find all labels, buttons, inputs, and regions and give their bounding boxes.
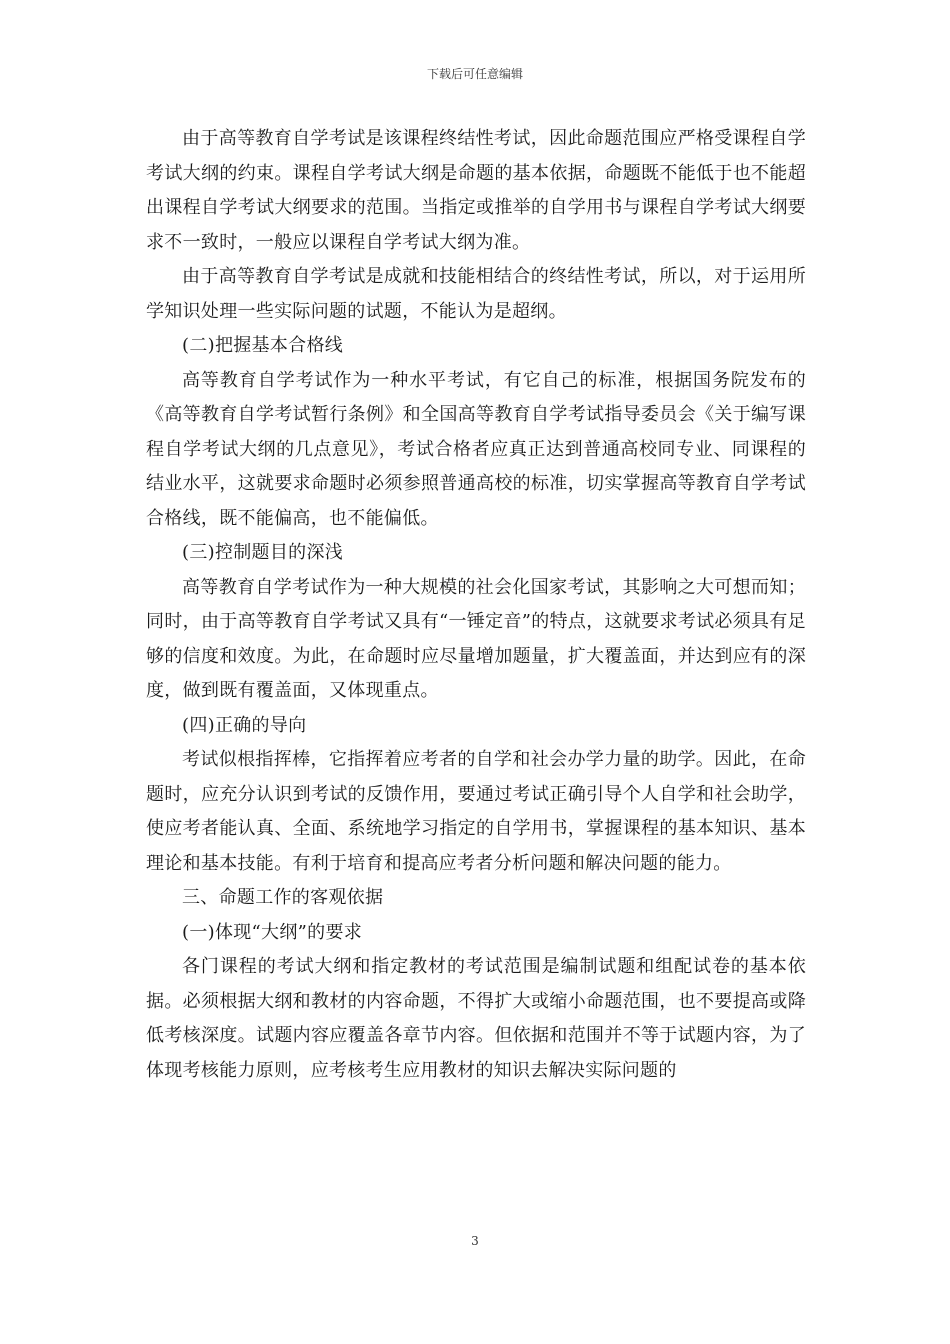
section-heading: (三)控制题目的深浅 [182,542,344,563]
section-heading: (四)正确的导向 [182,714,307,736]
page-header: 下载后可任意编辑 [426,67,523,81]
chapter-heading: 三、命题工作的客观依据 [182,887,384,908]
section-heading: (二)把握基本合格线 [182,335,344,356]
paragraph: 考试似根指挥棒，它指挥着应考者的自学和社会办学力量的助学。因此，在命题时，应充分认识到考试的反馈作用，要通过考试正确引导个人自学和社会助学，使应考者能认真、全面、系统地学习指定的自学用书，掌握课程的基本知识、基本理论和基本技能。有利于培育和提高应考者分析问题和解决问题的能力。 [146,749,806,874]
document-body [146,122,806,1088]
section-heading: (一)体现“大纲”的要求 [182,921,363,943]
paragraph: 各门课程的考试大纲和指定教材的考试范围是编制试题和组配试卷的基本依据。必须根据大纲和教材的内容命题，不得扩大或缩小命题范围，也不要提高或降低考核深度。试题内容应覆盖各章节内容。但依据和范围并不等于试题内容，为了体现考核能力原则，应考核考生应用教材的知识去解决实际问题的 [146,956,806,1081]
page-number: 3 [471,1234,479,1248]
paragraph: 由于高等教育自学考试是成就和技能相结合的终结性考试，所以，对于运用所学知识处理一些实际问题的试题，不能认为是超纲。 [146,266,806,322]
paragraph: 高等教育自学考试作为一种水平考试，有它自己的标准，根据国务院发布的《高等教育自学考试暂行条例》和全国高等教育自学考试指导委员会《关于编写课程自学考试大纲的几点意见》，考试合格者应真正达到普通高校同专业、同课程的结业水平，这就要求命题时必须参照普通高校的标准，切实掌握高等教育自学考试合格线，既不能偏高，也不能偏低。 [146,369,806,529]
paragraph: 由于高等教育自学考试是该课程终结性考试，因此命题范围应严格受课程自学考试大纲的约束。课程自学考试大纲是命题的基本依据，命题既不能低于也不能超出课程自学考试大纲要求的范围。当指定或推举的自学用书与课程自学考试大纲要求不一致时，一般应以课程自学考试大纲为准。 [146,128,806,253]
paragraph: 高等教育自学考试作为一种大规模的社会化国家考试，其影响之大可想而知；同时，由于高等教育自学考试又具有“一锤定音”的特点，这就要求考试必须具有足够的信度和效度。为此，在命题时应尽量增加题量，扩大覆盖面，并达到应有的深度，做到既有覆盖面，又体现重点。 [146,576,806,701]
